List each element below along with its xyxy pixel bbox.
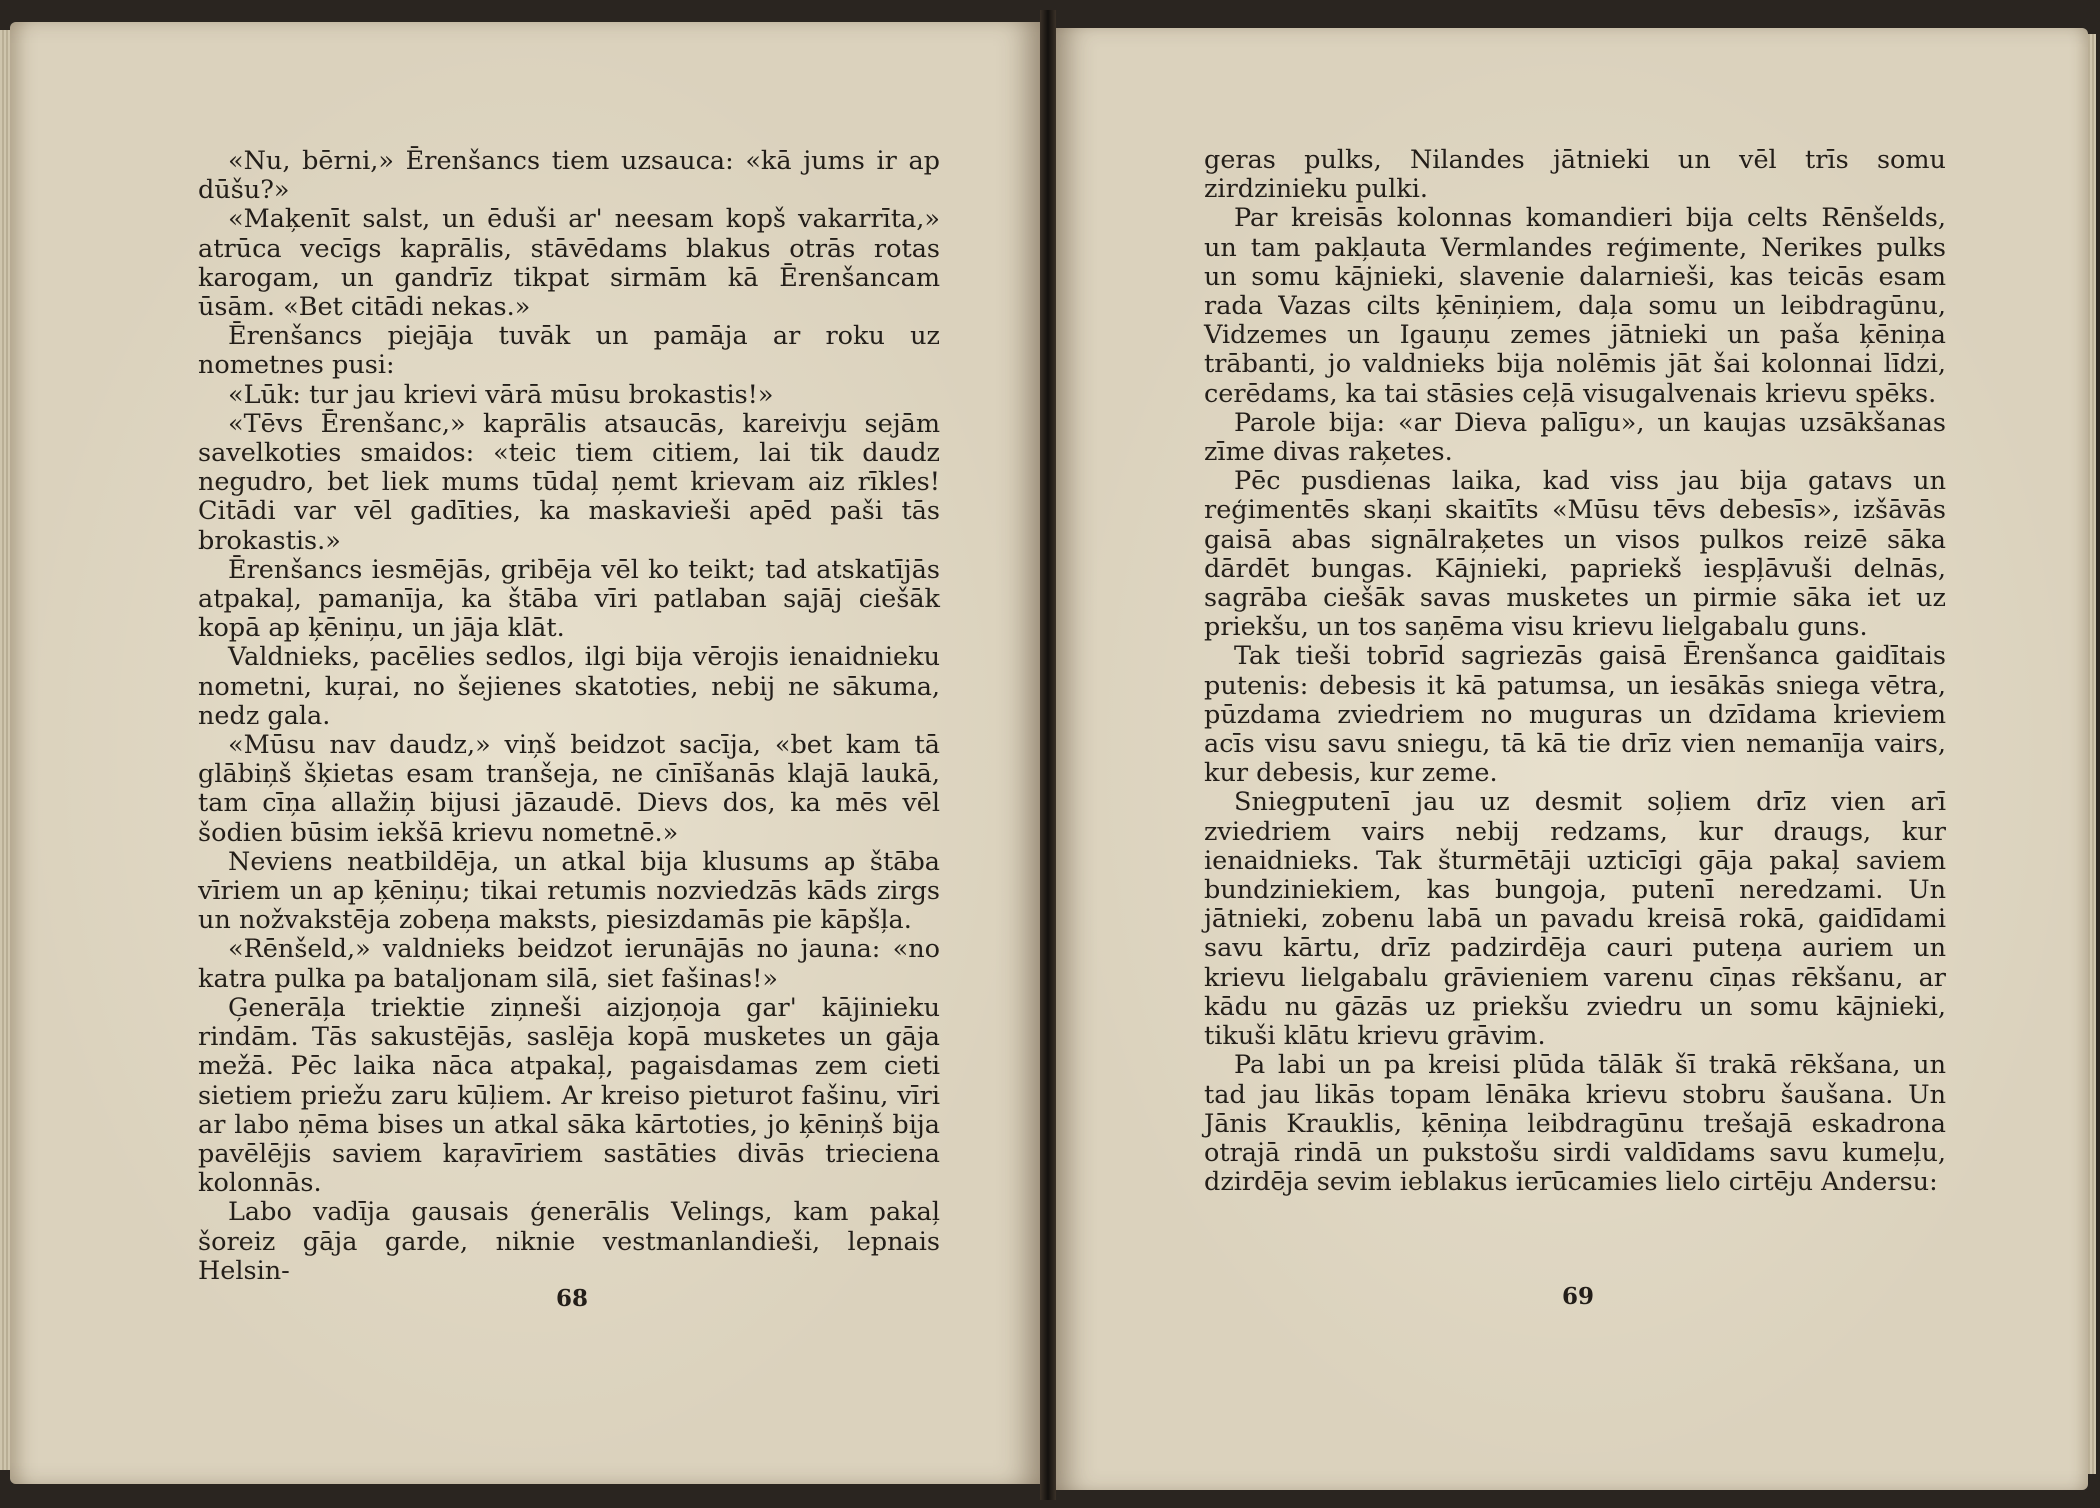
paragraph: «Mūsu nav daudz,» viņš beidzot sacīja, «bet kam tā glābiņš šķietas esam tranšeja, ne cīnīšanās klajā laukā, tam cīņa allažiņ bijusi jāzaudē. Dievs dos, ka mēs vēl šodien būsim iekšā krievu nometnē.»: [198, 730, 940, 848]
right-page: [1052, 28, 2088, 1490]
paragraph: Labo vadīja gausais ģenerālis Velings, kam pakaļ šoreiz gāja garde, niknie vestmanlandieši, lepnais Helsin-: [198, 1197, 940, 1286]
page-number: 69: [1561, 1283, 1594, 1310]
paragraph: «Nu, bērni,» Ērenšancs tiem uzsauca: «kā jums ir ap dūšu?»: [198, 146, 940, 206]
paragraph: Pa labi un pa kreisi plūda tālāk šī trakā rēkšana, un tad jau likās topam lēnāka krievu stobru šaušana. Un Jānis Krauklis, ķēniņa leibdragūnu trešajā eskadrona otrajā rindā un pukstošu sirdi valdīdams savu kumeļu, dzirdēja sevim ieblakus ierūcamies lielo cirtēju Andersu:: [1204, 1050, 1946, 1198]
paragraph: Parole bija: «ar Dieva palīgu», un kaujas uzsākšanas zīme divas raķetes.: [1204, 407, 1946, 468]
paragraph: Par kreisās kolonnas komandieri bija celts Rēnšelds, un tam pakļauta Vermlandes reģimente, Nerikes pulks un somu kājnieki, slavenie dalarnieši, kas teicās esam rada Vazas cilts ķēniņiem, daļa somu un leibdragūnu, Vidzemes un Igauņu zemes jātnieki un paša ķēniņa trābanti, jo valdnieks bija nolēmis jāt šai kolonnai līdzi, cerēdams, ka tai stāsies ceļā visugalvenais krievu spēks.: [1204, 203, 1946, 409]
paragraph: Ērenšancs piejāja tuvāk un pamāja ar roku uz nometnes pusi:: [198, 321, 940, 381]
paragraph: Valdnieks, pacēlies sedlos, ilgi bija vērojis ienaidnieku nometni, kuŗai, no šejienes skatoties, nebij ne sākuma, nedz gala.: [198, 642, 940, 731]
book-gutter: [1040, 10, 1056, 1500]
paragraph: «Maķenīt salst, un ēduši ar' neesam kopš vakarrīta,» atrūca vecīgs kaprālis, stāvēdams blakus otrās rotas karogam, un gandrīz tikpat sirmām kā Ērenšancam ūsām. «Bet citādi nekas.»: [198, 204, 940, 323]
paragraph: Tak tieši tobrīd sagriezās gaisā Ērenšanca gaidītais putenis: debesis it kā patumsa, un iesākās sniega vētra, pūzdama zviedriem no muguras un dzīdama krieviem acīs visu savu sniegu, tā kā tie drīz vien nemanīja vairs, kur debesis, kur zeme.: [1204, 641, 1946, 789]
paragraph: Ērenšancs iesmējās, gribēja vēl ko teikt; tad atskatījās atpakaļ, pamanīja, ka štāba vīri patlaban sajāj ciešāk kopā ap ķēniņu, un jāja klāt.: [198, 554, 940, 644]
paragraph: «Lūk: tur jau krievi vārā mūsu brokastis!»: [228, 379, 774, 410]
left-page-text: [198, 147, 940, 1286]
paragraph: «Rēnšeld,» valdnieks beidzot ierunājās no jauna: «no katra pulka pa bataljonam silā, siet fašinas!»: [198, 934, 940, 994]
left-page: [10, 22, 1045, 1484]
paragraph: Ģenerāļa triektie ziņneši aizjoņoja gar' kājinieku rindām. Tās sakustējās, saslēja kopā musketes un gāja mežā. Pēc laika nāca atpakaļ, pagaisdamas zem cieti sietiem priežu zaru kūļiem. Ar kreiso pieturot fašinu, vīri ar labo ņēma bises un atkal sāka kārtoties, jo ķēniņš bija pavēlējis saviem kaŗavīriem sastāties divās trieciena kolonnās.: [198, 992, 940, 1199]
right-page-text: [1204, 146, 1946, 1197]
paragraph-continuation: geras pulks, Nilandes jātnieki un vēl trīs somu zirdzinieku pulki.: [1204, 145, 1946, 205]
paragraph: Neviens neatbildēja, un atkal bija klusums ap štāba vīriem un ap ķēniņu; tikai retumis nozviedzās kāds zirgs un nožvakstēja zobeņa maksts, piesizdamās pie kāpšļa.: [198, 846, 940, 936]
paragraph: Pēc pusdienas laika, kad viss jau bija gatavs un reģimentēs skaņi skaitīts «Mūsu tēvs debesīs», izšāvās gaisā abas signālraķetes un visos pulkos reizē sāka dārdēt bungas. Kājnieki, papriekš iespļāvuši delnās, sagrāba ciešāk savas musketes un pirmie sāka iet uz priekšu, un tos saņēma visu krievu lielgabalu guns.: [1204, 466, 1946, 643]
page-number: 68: [555, 1285, 588, 1312]
paragraph: Sniegputenī jau uz desmit soļiem drīz vien arī zviedriem vairs nebij redzams, kur draugs, kur ienaidnieks. Tak šturmētāji uzticīgi gāja pakaļ saviem bundziniekiem, kas bungoja, putenī neredzami. Un jātnieki, zobenu labā un pavadu kreisā rokā, gaidīdami savu kārtu, drīz padzirdēja cauri puteņa auriem un krievu lielgabalu grāvieniem varenu cīņas rēkšanu, ar kādu nu gāzās uz priekšu zviedru un somu kājnieki, tikuši klātu krievu grāvim.: [1204, 787, 1946, 1052]
paragraph: «Tēvs Ērenšanc,» kaprālis atsaucās, kareivju sejām savelkoties smaidos: «teic tiem citiem, lai tik daudz negudro, bet liek mums tūdaļ ņemt krievam aiz rīkles! Citādi var vēl gadīties, ka maskavieši apēd paši tās brokastis.»: [198, 408, 940, 556]
